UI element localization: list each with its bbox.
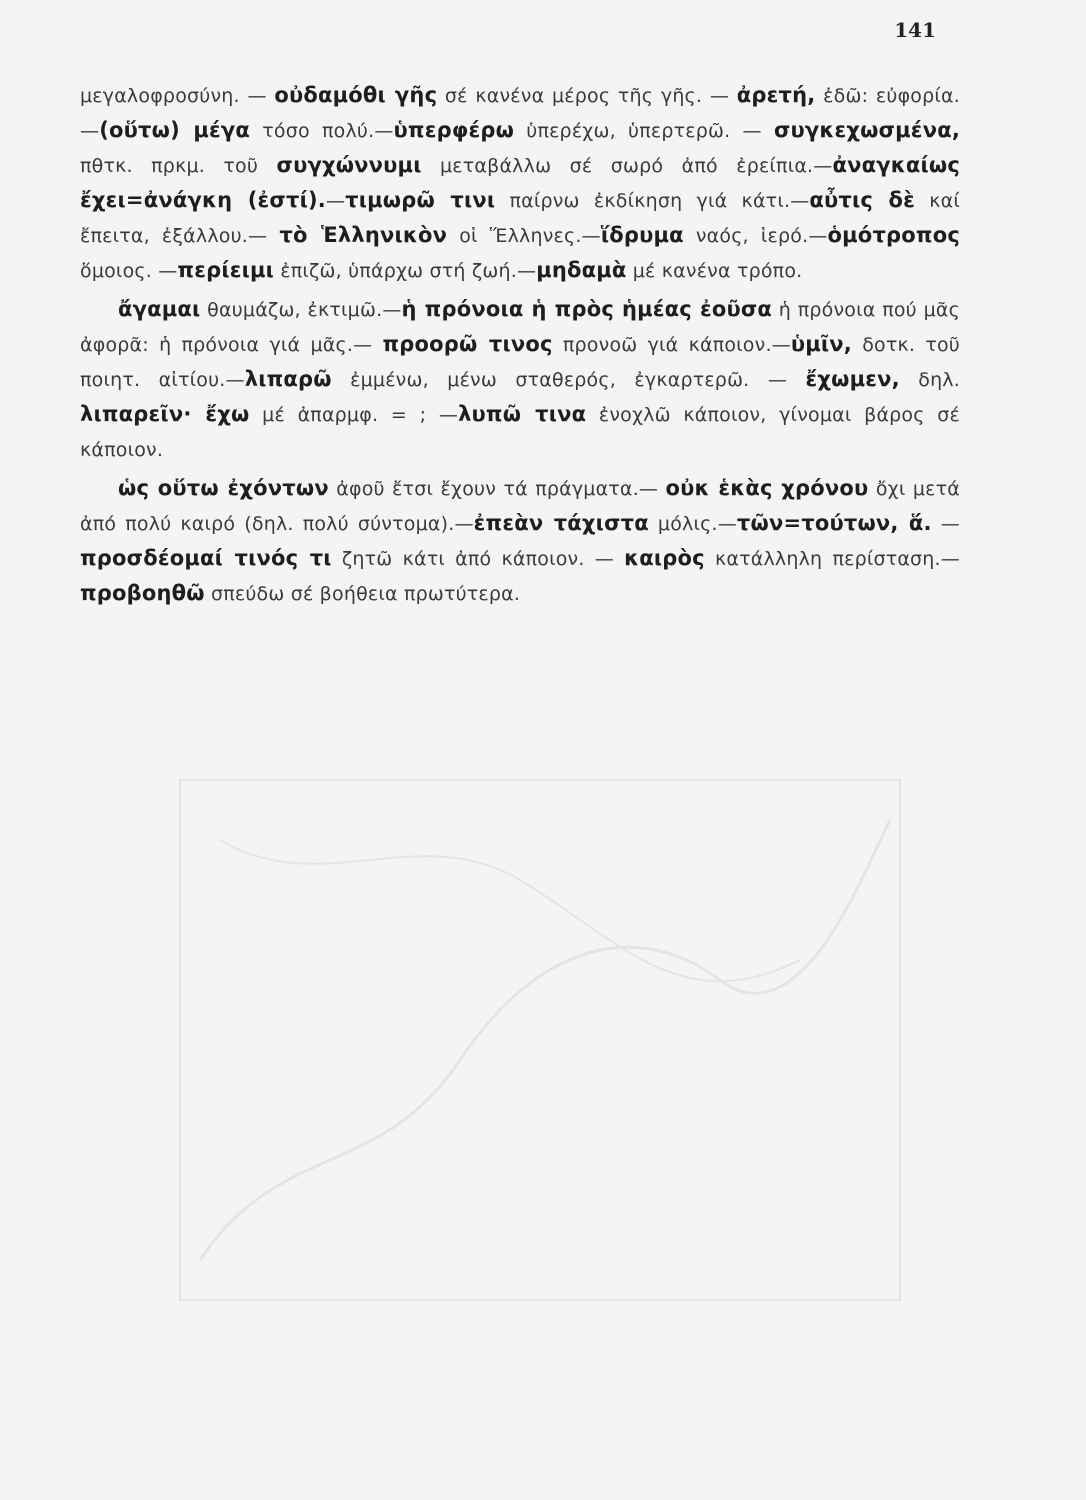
- glossary-term: λιπαρῶ: [244, 367, 332, 391]
- glossary-definition: ὅμοιος. —: [80, 260, 178, 282]
- glossary-definition: σπεύδω σέ βοήθεια πρωτύτερα.: [204, 583, 521, 605]
- glossary-definition: ἀφοῦ ἔτσι ἔχουν τά πράγματα.—: [328, 478, 666, 500]
- glossary-definition: ἐνοχλῶ κάποιον, γίνομαι βάρος σέ κάποιον.: [80, 404, 960, 461]
- glossary-paragraph-2: [80, 292, 960, 467]
- glossary-term: ἀναγκαίως ἔχει=ἀνάγκη (ἐστί).: [80, 153, 960, 212]
- glossary-definition: ὄχι μετά ἀπό πολύ καιρό (δηλ. πολύ σύντομα).—: [80, 478, 960, 535]
- glossary-definition: οἱ Ἕλληνες.—: [447, 225, 601, 247]
- glossary-term: συγκεχωσμένα,: [773, 118, 961, 142]
- glossary-term: ἄγαμαι: [118, 297, 201, 321]
- glossary-definition: σέ κανένα μέρος τῆς γῆς. —: [437, 85, 737, 107]
- glossary-term: συγχώννυμι: [276, 153, 422, 177]
- glossary-definition: ὑπερέχω, ὑπερτερῶ. —: [514, 120, 774, 142]
- glossary-term: οὐδαμόθι γῆς: [274, 83, 438, 107]
- glossary-definition: δηλ.: [899, 369, 960, 391]
- glossary-definition: δοτκ. τοῦ ποιητ. αἰτίου.—: [80, 334, 960, 391]
- glossary-paragraph-3: [80, 471, 960, 611]
- glossary-definition: —: [325, 190, 346, 212]
- page-number: 141: [894, 18, 936, 42]
- glossary-term: ἐπεὰν τάχιστα: [473, 511, 649, 535]
- glossary-definition: —: [931, 513, 961, 535]
- glossary-definition: μεταβάλλω σέ σωρό ἀπό ἐρείπια.—: [421, 155, 833, 177]
- glossary-definition: πθτκ. πρκμ. τοῦ: [80, 155, 277, 177]
- glossary-term: ὁμότροπος: [827, 223, 960, 247]
- glossary-definition: ἐμμένω, μένω σταθερός, ἐγκαρτερῶ. —: [331, 369, 806, 391]
- glossary-definition: ἡ πρόνοια πού μᾶς ἀφορᾶ: ἡ πρόνοια γιά μᾶς.—: [80, 299, 960, 356]
- glossary-definition: κατάλληλη περίσταση.—: [704, 548, 960, 570]
- glossary-term: ὑμῖν,: [790, 332, 852, 356]
- glossary-term: προορῶ τινος: [382, 332, 553, 356]
- glossary-term: τῶν=τούτων, ἅ.: [736, 511, 932, 535]
- glossary-term: λιπαρεῖν· ἔχω: [80, 402, 250, 426]
- glossary-definition: μεγαλοφροσύνη. —: [80, 85, 275, 107]
- glossary-term: ἵδρυμα: [600, 223, 684, 247]
- glossary-definition: ἐδῶ: εὐφορία.—: [80, 85, 960, 142]
- glossary-term: ὑπερφέρω: [393, 118, 515, 142]
- glossary-definition: ζητῶ κάτι ἀπό κάποιον. —: [331, 548, 625, 570]
- glossary-term: καιρὸς: [624, 546, 705, 570]
- glossary-definition: προνοῶ γιά κάποιον.—: [552, 334, 791, 356]
- glossary-definition: μόλις.—: [648, 513, 737, 535]
- glossary-text-block: [80, 78, 960, 611]
- glossary-term: οὐκ ἑκὰς χρόνου: [665, 476, 869, 500]
- glossary-definition: καί ἔπειτα, ἐξάλλου.—: [80, 190, 961, 247]
- glossary-term: προβοηθῶ: [80, 581, 205, 605]
- glossary-definition: παίρνω ἐκδίκηση γιά κάτι.—: [495, 190, 810, 212]
- glossary-term: ἡ πρόνοια ἡ πρὸς ἡμέας ἐοῦσα: [401, 297, 773, 321]
- glossary-term: μηδαμὰ: [536, 258, 627, 282]
- glossary-term: ὡς οὕτω ἐχόντων: [118, 476, 329, 500]
- glossary-term: ἀρετή,: [736, 83, 816, 107]
- glossary-definition: ἐπιζῶ, ὑπάρχω στή ζωή.—: [274, 260, 537, 282]
- glossary-term: λυπῶ τινα: [458, 402, 587, 426]
- glossary-term: τιμωρῶ τινι: [345, 188, 496, 212]
- glossary-paragraph-1: [80, 78, 960, 288]
- glossary-definition: μέ ἀπαρμφ. = ; —: [249, 404, 459, 426]
- glossary-term: τὸ Ἑλληνικὸν: [279, 223, 448, 247]
- glossary-definition: ναός, ἱερό.—: [683, 225, 828, 247]
- glossary-definition: μέ κανένα τρόπο.: [626, 260, 803, 282]
- glossary-term: προσδέομαί τινός τι: [80, 546, 332, 570]
- bleed-through-ghost: [160, 760, 920, 1320]
- glossary-term: περίειμι: [177, 258, 275, 282]
- glossary-term: (οὕτω) μέγα: [99, 118, 251, 142]
- glossary-term: ἔχωμεν,: [805, 367, 900, 391]
- glossary-definition: θαυμάζω, ἐκτιμῶ.—: [200, 299, 402, 321]
- glossary-definition: τόσο πολύ.—: [250, 120, 394, 142]
- glossary-term: αὖτις δὲ: [809, 188, 916, 212]
